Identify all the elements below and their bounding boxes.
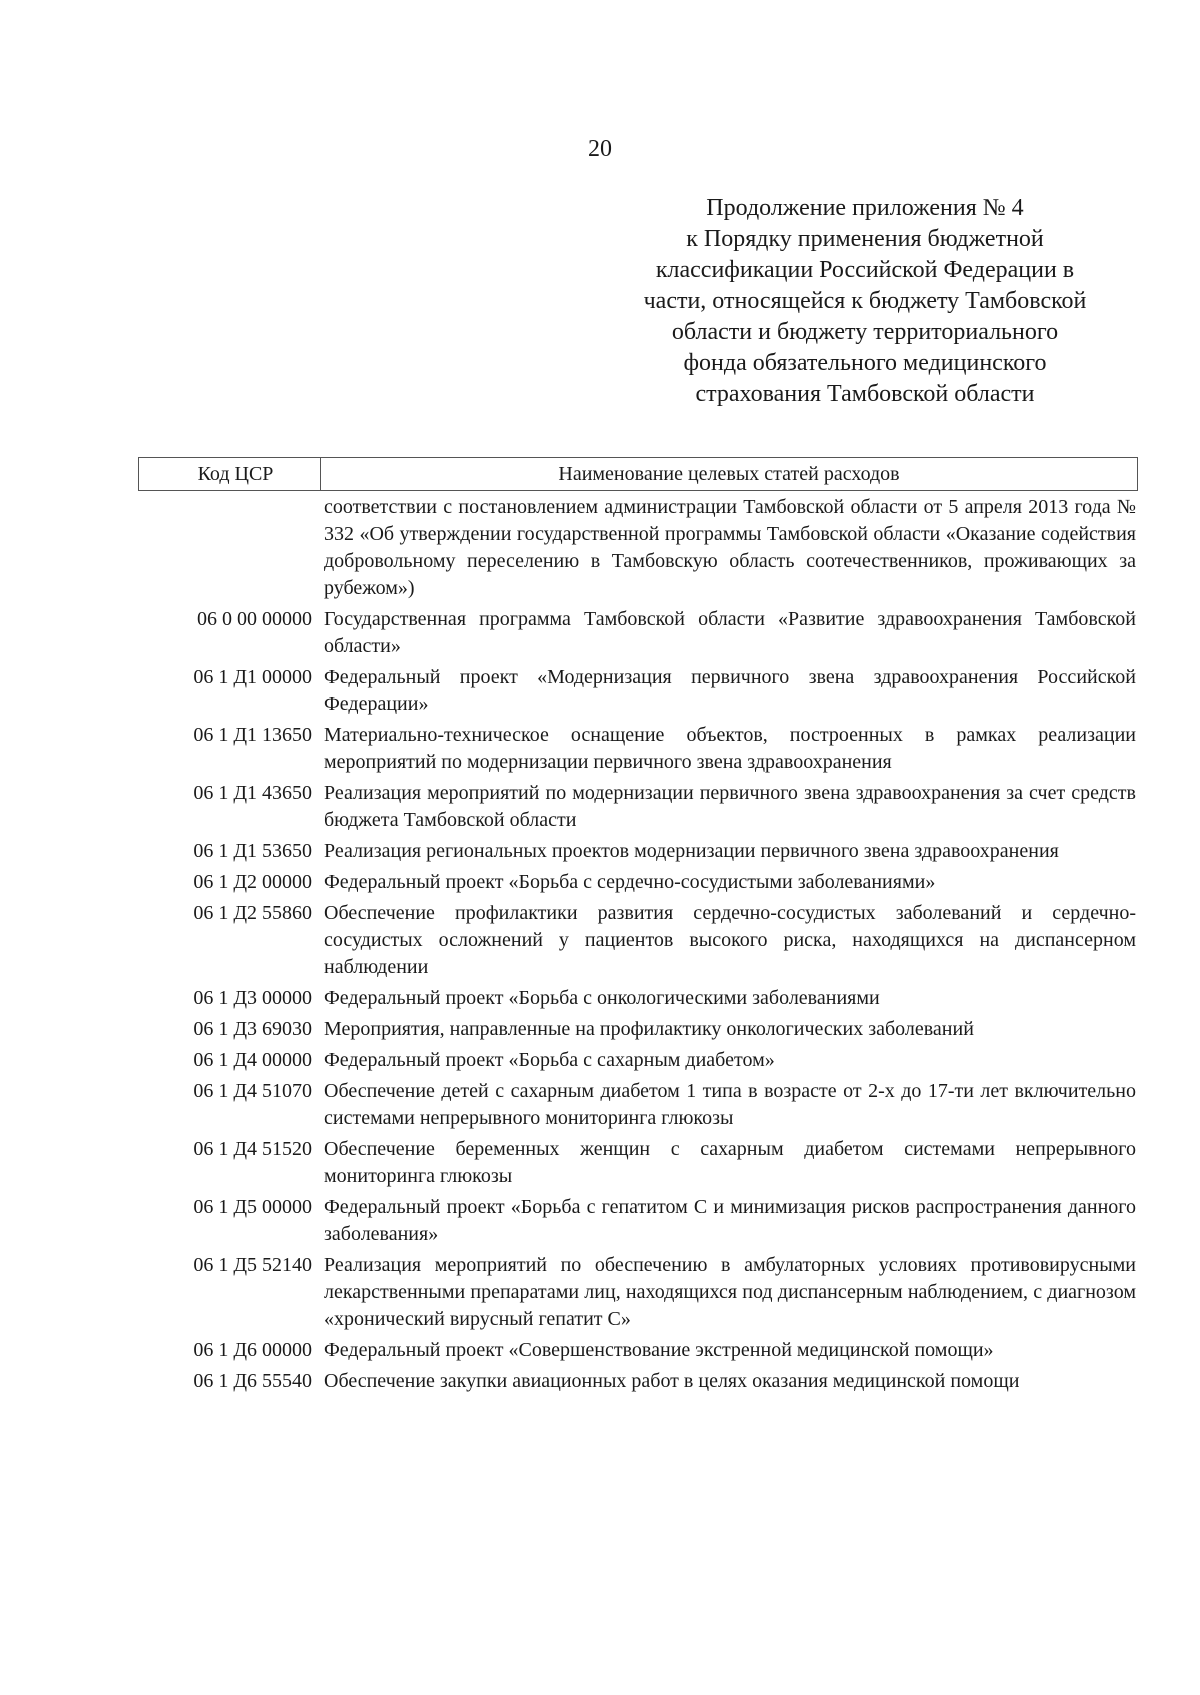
row-name: соответствии с постановлением администрации Тамбовской области от 5 апреля 2013 года № 332 «Об утверждении государственной программы Тамбовской области «Оказание содействия добровольному переселению в Тамбовскую область соотечественников, проживающих за рубежом»)	[324, 496, 1136, 599]
row-code: 06 1 Д1 13650	[193, 724, 312, 746]
table-row	[138, 606, 1138, 660]
appendix-header-line: фонда обязательного медицинского	[683, 350, 1047, 376]
appendix-header-line: к Порядку применения бюджетной	[686, 226, 1044, 252]
row-code: 06 1 Д5 00000	[193, 1196, 312, 1218]
table-row	[138, 985, 1138, 1012]
table-body	[138, 494, 1138, 1399]
table-row	[138, 494, 1138, 602]
table-row	[138, 1047, 1138, 1074]
row-name: Обеспечение детей с сахарным диабетом 1 типа в возрасте от 2-х до 17-ти лет включительно системами непрерывного мониторинга глюкозы	[324, 1080, 1136, 1129]
appendix-header-line: части, относящейся к бюджету Тамбовской	[643, 288, 1087, 314]
table-row	[138, 722, 1138, 776]
row-name: Реализация региональных проектов модернизации первичного звена здравоохранения	[324, 840, 1059, 862]
row-name: Федеральный проект «Модернизация первичного звена здравоохранения Российской Федерации»	[324, 666, 1136, 715]
row-code: 06 1 Д4 51520	[193, 1138, 312, 1160]
table-row	[138, 900, 1138, 981]
row-code: 06 0 00 00000	[197, 608, 312, 630]
row-code: 06 1 Д2 00000	[193, 871, 312, 893]
row-code: 06 1 Д1 53650	[193, 840, 312, 862]
row-code: 06 1 Д6 00000	[193, 1339, 312, 1361]
table-row	[138, 838, 1138, 865]
row-name: Федеральный проект «Совершенствование экстренной медицинской помощи»	[324, 1339, 994, 1361]
row-name: Мероприятия, направленные на профилактику онкологических заболеваний	[324, 1018, 974, 1040]
row-name: Материально-техническое оснащение объектов, построенных в рамках реализации мероприятий по модернизации первичного звена здравоохранения	[324, 724, 1136, 773]
table-row	[138, 1194, 1138, 1248]
page-number: 20	[588, 136, 612, 162]
table-row	[138, 1016, 1138, 1043]
table-row	[138, 869, 1138, 896]
table-header	[138, 457, 1138, 491]
appendix-header-line: страхования Тамбовской области	[695, 381, 1035, 407]
row-name: Реализация мероприятий по модернизации первичного звена здравоохранения за счет средств бюджета Тамбовской области	[324, 782, 1136, 831]
table-row	[138, 1368, 1138, 1395]
column-header-code: Код ЦСР	[139, 458, 321, 490]
row-code: 06 1 Д5 52140	[193, 1254, 312, 1276]
row-code: 06 1 Д1 43650	[193, 782, 312, 804]
table-row	[138, 780, 1138, 834]
row-code: 06 1 Д2 55860	[193, 902, 312, 924]
row-name: Государственная программа Тамбовской области «Развитие здравоохранения Тамбовской области»	[324, 608, 1136, 657]
appendix-header-line: Продолжение приложения № 4	[706, 195, 1024, 221]
row-code: 06 1 Д3 00000	[193, 987, 312, 1009]
row-code: 06 1 Д1 00000	[193, 666, 312, 688]
table-row	[138, 1136, 1138, 1190]
row-name: Федеральный проект «Борьба с сердечно-сосудистыми заболеваниями»	[324, 871, 936, 893]
table-row	[138, 664, 1138, 718]
row-name: Федеральный проект «Борьба с гепатитом С и минимизация рисков распространения данного заболевания»	[324, 1196, 1136, 1245]
appendix-header-line: классификации Российской Федерации в	[655, 257, 1075, 283]
row-name: Обеспечение закупки авиационных работ в целях оказания медицинской помощи	[324, 1370, 1020, 1392]
table-row	[138, 1078, 1138, 1132]
row-code	[138, 494, 324, 602]
row-name: Федеральный проект «Борьба с сахарным диабетом»	[324, 1049, 775, 1071]
row-code: 06 1 Д3 69030	[193, 1018, 312, 1040]
row-name: Реализация мероприятий по обеспечению в амбулаторных условиях противовирусными лекарственными препаратами лиц, находящихся под диспансерным наблюдением, с диагнозом «хронический вирусный гепатит С»	[324, 1254, 1136, 1330]
row-code: 06 1 Д4 00000	[193, 1049, 312, 1071]
column-header-name: Наименование целевых статей расходов	[558, 463, 900, 485]
row-code: 06 1 Д4 51070	[193, 1080, 312, 1102]
row-name: Обеспечение беременных женщин с сахарным диабетом системами непрерывного мониторинга глюкозы	[324, 1138, 1136, 1187]
appendix-header	[600, 193, 1130, 410]
table-row	[138, 1252, 1138, 1333]
row-name: Федеральный проект «Борьба с онкологическими заболеваниями	[324, 987, 880, 1009]
row-code: 06 1 Д6 55540	[193, 1370, 312, 1392]
table-row	[138, 1337, 1138, 1364]
appendix-header-line: области и бюджету территориального	[671, 319, 1059, 345]
row-name: Обеспечение профилактики развития сердечно-сосудистых заболеваний и сердечно-сосудистых осложнений у пациентов высокого риска, находящихся на диспансерном наблюдении	[324, 902, 1136, 978]
